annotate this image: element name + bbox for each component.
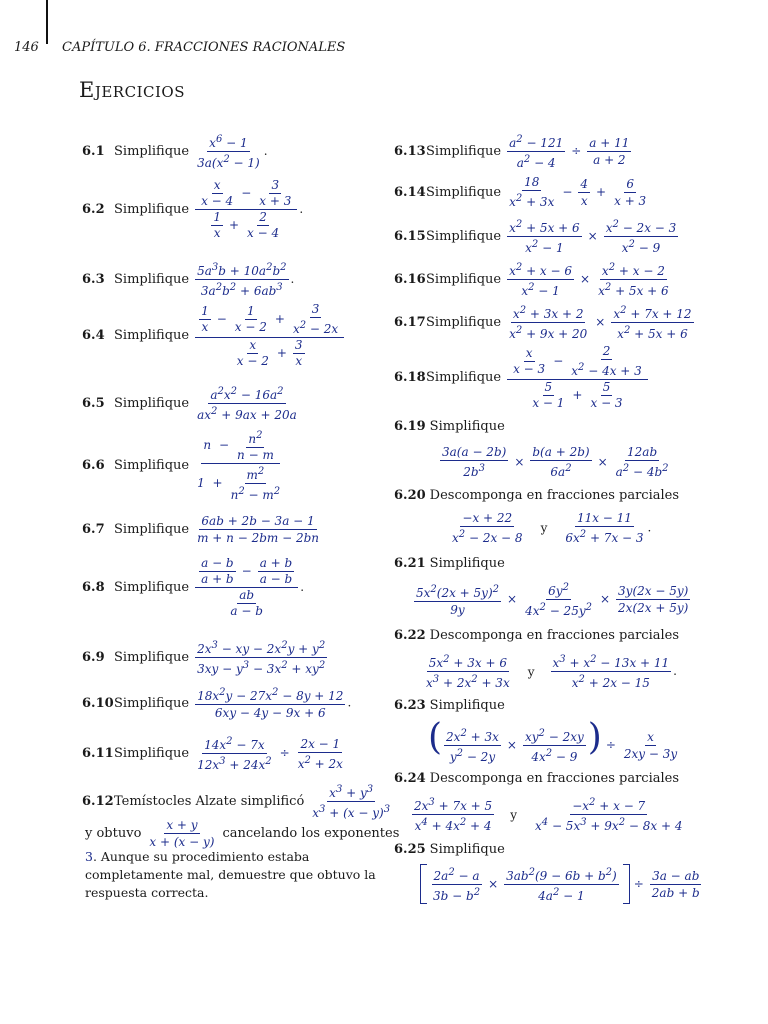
exercise-6-1: 6.1 Simplifique $\frac{x^6 - 1}{3a(x^2 - 1)}$ . <box>82 134 268 170</box>
exercise-6-20: 6.20 Descomponga en fracciones parciales <box>394 488 680 503</box>
exercise-6-19-expr: $\frac{3a(a - 2b)}{2b^3}$ × $\frac{b(a + 2b)}{6a^2}$ × $\frac{12ab}{a^2 - 4b^2}$ <box>442 445 669 479</box>
exercise-6-12-text: 3. Aunque su procedimiento estaba completamente mal, demuestre que obtuvo la respuesta correcta. <box>85 849 376 900</box>
exercise-6-13: 6.13 Simplifique $\frac{a^2 - 121}{a^2 - 4}$ ÷ $\frac{a + 11}{a + 2}$ <box>394 134 630 170</box>
exercise-6-24: 6.24 Descomponga en fracciones parciales <box>394 771 680 786</box>
exercise-6-6: 6.6 Simplifique n − $\frac{n^2}{n - m}$ 1 + $\frac{m^2}{n^2 - m^2}$ <box>82 430 281 502</box>
exercise-6-3: 6.3 Simplifique $\frac{5a^3b + 10a^2b^2}{3a^2b^2 + 6ab^3}$ . <box>82 262 295 298</box>
exercise-6-2: 6.2 Simplifique $\frac{x}{x - 4}$ − $\frac{3}{x + 3}$ $\frac{1}{x}$ + $\frac{2}{x - 4}$ . <box>82 178 304 240</box>
header-rule <box>46 0 48 44</box>
exercise-6-5: 6.5 Simplifique $\frac{a^2x^2 - 16a^2}{ax^2 + 9ax + 20a}$ <box>82 386 297 422</box>
exercise-6-11: 6.11 Simplifique $\frac{14x^2 - 7x}{12x^3 + 24x^2}$ ÷ $\frac{2x - 1}{x^2 + 2x}$ <box>82 736 343 772</box>
exercise-6-20-expr: $\frac{-x + 22}{x^2 - 2x - 8}$ y $\frac{11x - 11}{6x^2 + 7x - 3}$ . <box>452 511 652 545</box>
exercise-6-7: 6.7 Simplifique $\frac{6ab + 2b - 3a - 1}{m + n - 2bm - 2bn}$ <box>82 514 319 545</box>
exercise-6-23-expr: ( $\frac{2x^2 + 3x}{y^2 - 2y}$ × $\frac{xy^2 - 2xy}{4x^2 - 9}$ ) ÷ $\frac{x}{2xy - 3y}$ <box>428 717 678 764</box>
exercise-6-22: 6.22 Descomponga en fracciones parciales <box>394 628 680 643</box>
exercise-6-15: 6.15 Simplifique $\frac{x^2 + 5x + 6}{x^2 - 1}$ × $\frac{x^2 - 2x - 3}{x^2 - 9}$ <box>394 219 677 255</box>
exercise-6-12: 6.12 Temístocles Alzate simplificó $\frac{x^3 + y^3}{x^3 + (x - y)^3}$ <box>82 784 391 820</box>
exercise-6-14: 6.14 Simplifique $\frac{18}{x^2 + 3x}$ − $\frac{4}{x}$ + $\frac{6}{x + 3}$ <box>394 175 647 209</box>
exercise-6-21-expr: $\frac{5x^2(2x + 5y)^2}{9y}$ × $\frac{6y^2}{4x^2 - 25y^2}$ × $\frac{3y(2x - 5y)}{2x(2x + 5y)}$ <box>416 582 689 618</box>
exercise-6-21: 6.21 Simplifique <box>394 556 505 571</box>
exercise-6-4: 6.4 Simplifique $\frac{1}{x}$ − $\frac{1}{x - 2}$ + $\frac{3}{x^2 - 2x}$ $\frac{x}{x - 2}$ + $\frac{3}{x}$ <box>82 302 346 369</box>
exercise-6-23: 6.23 Simplifique <box>394 698 505 713</box>
exercise-6-8: 6.8 Simplifique $\frac{a - b}{a + b}$ − $\frac{a + b}{a - b}$ $\frac{ab}{a - b}$ . <box>82 556 305 618</box>
section-title: Ejercicios <box>79 78 185 102</box>
exercise-6-22-expr: $\frac{5x^2 + 3x + 6}{x^3 + 2x^2 + 3x}$ y $\frac{x^3 + x^2 - 13x + 11}{x^2 + 2x - 15}$ . <box>426 654 677 690</box>
exercise-6-24-expr: $\frac{2x^3 + 7x + 5}{x^4 + 4x^2 + 4}$ y $\frac{-x^2 + x - 7}{x^4 - 5x^3 + 9x^2 - 8x + 4}$ <box>414 797 683 833</box>
exercise-6-19: 6.19 Simplifique <box>394 419 505 434</box>
chapter-title: CAPÍTULO 6. FRACCIONES RACIONALES <box>62 40 346 55</box>
exercise-6-18: 6.18 Simplifique $\frac{x}{x - 3}$ − $\frac{2}{x^2 - 4x + 3}$ $\frac{5}{x - 1}$ + $\frac{5}{x - 3}$ <box>394 344 650 411</box>
exercise-6-10: 6.10 Simplifique $\frac{18x^2y - 27x^2 - 8y + 12}{6xy - 4y - 9x + 6}$ . <box>82 687 352 720</box>
page-number: 146 <box>14 40 39 55</box>
exercise-6-17: 6.17 Simplifique $\frac{x^2 + 3x + 2}{x^2 + 9x + 20}$ × $\frac{x^2 + 7x + 12}{x^2 + 5x + 6}$ <box>394 305 692 341</box>
exercise-6-25-expr: $\frac{2a^2 - a}{3b - b^2}$ × $\frac{3ab^2(9 - 6b + b^2)}{4a^2 - 1}$ ÷ $\frac{3a - ab}{2ab + b}$ <box>420 864 704 904</box>
exercise-6-25: 6.25 Simplifique <box>394 842 505 857</box>
exercise-6-12-line2: y obtuvo $\frac{x + y}{x + (x - y)}$ cancelando los exponentes <box>85 818 400 849</box>
exercise-6-16: 6.16 Simplifique $\frac{x^2 + x - 6}{x^2 - 1}$ × $\frac{x^2 + x - 2}{x^2 + 5x + 6}$ <box>394 262 669 298</box>
exercise-6-9: 6.9 Simplifique $\frac{2x^3 - xy - 2x^2y + y^2}{3xy - y^3 - 3x^2 + xy^2}$ <box>82 640 326 676</box>
